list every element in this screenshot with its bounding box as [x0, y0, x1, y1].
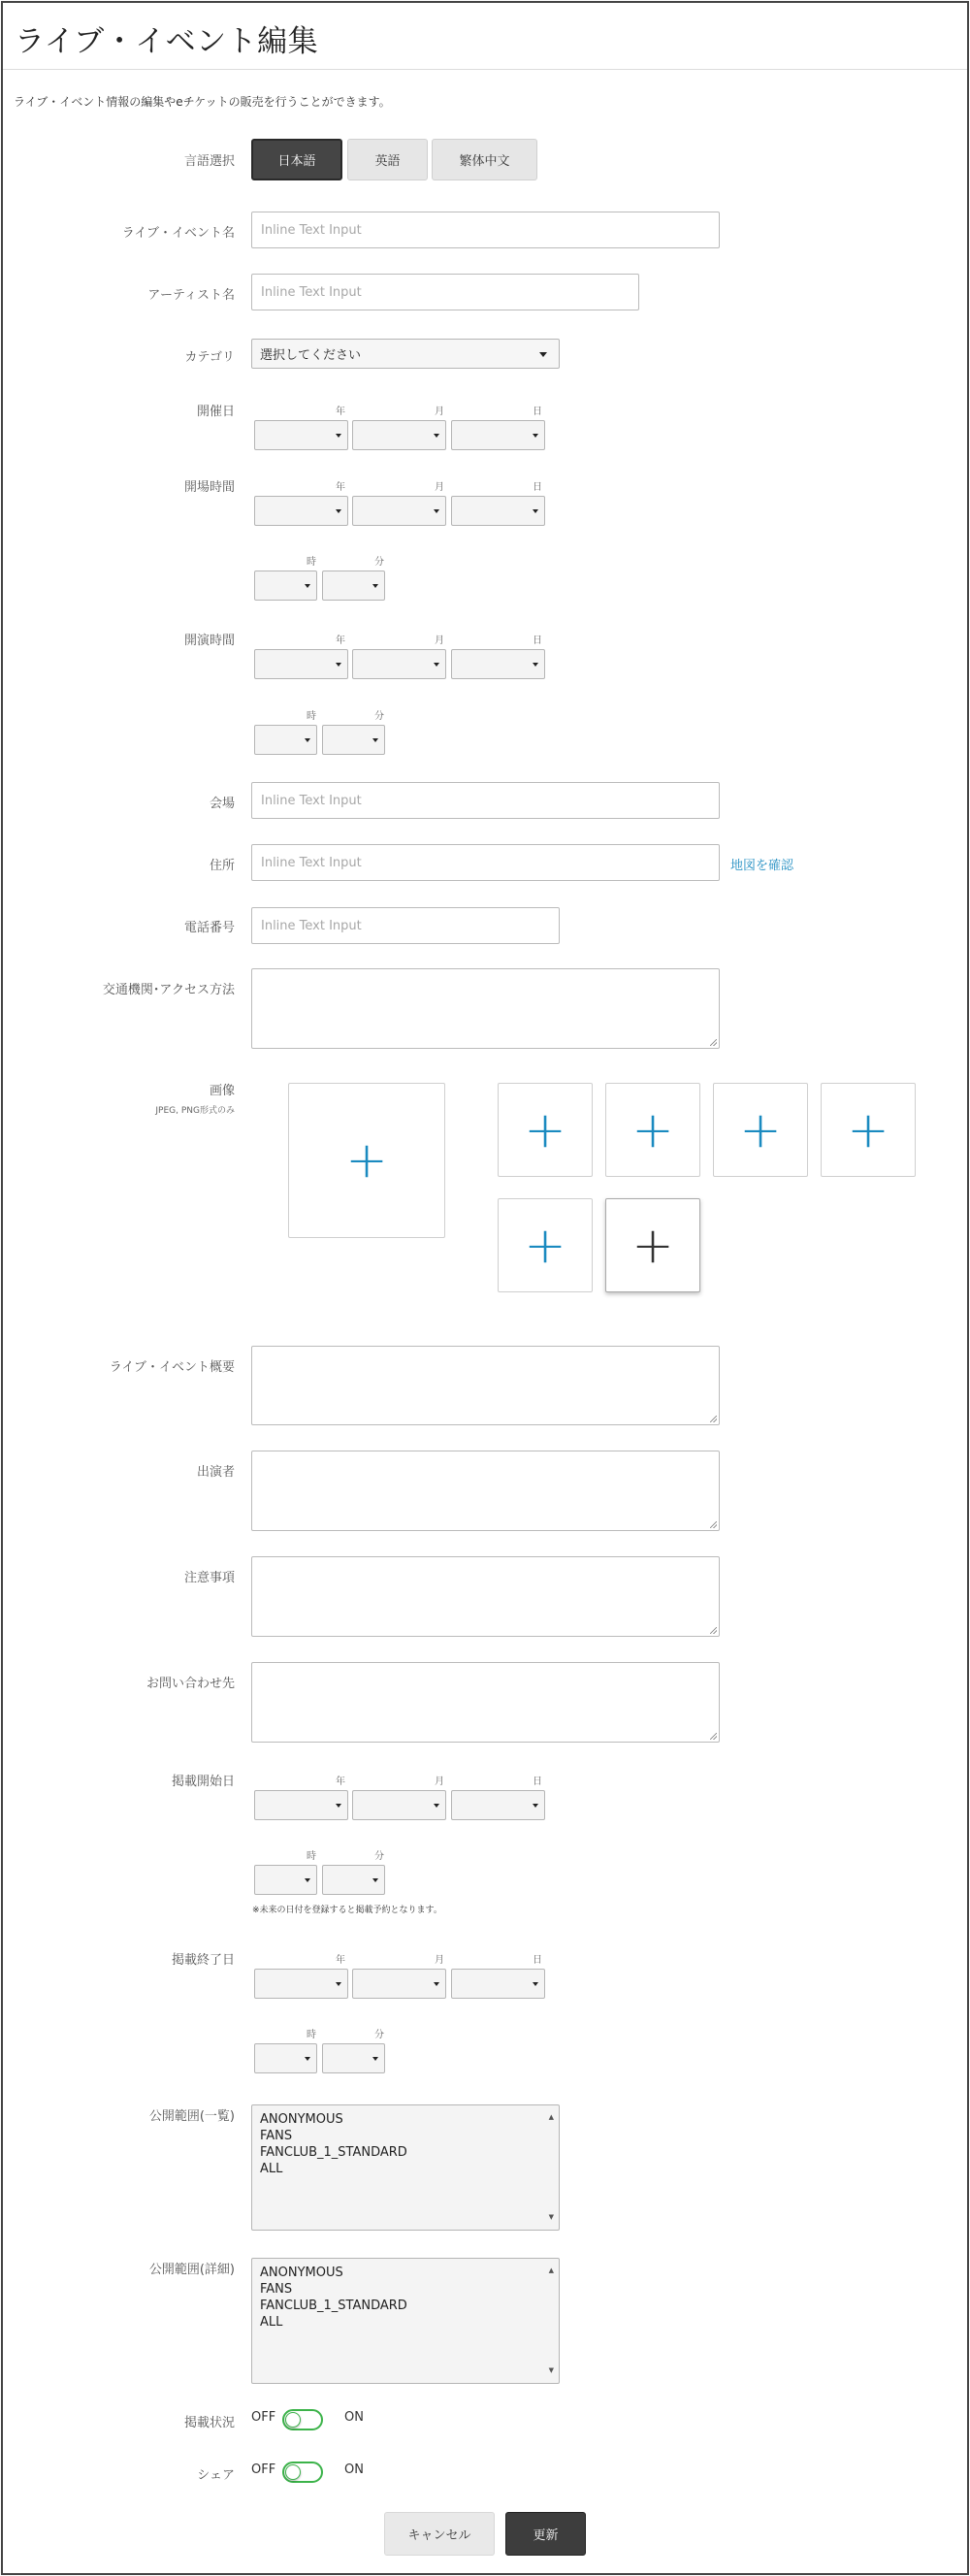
image-format-note: JPEG, PNG形式のみ: [155, 1106, 235, 1116]
plus-icon: +: [631, 1216, 674, 1275]
publish-start-month-unit: 月: [435, 1777, 444, 1787]
page-title: ライブ・イベント編集: [15, 24, 319, 59]
start-time-month-unit: 月: [435, 636, 444, 646]
event-date-label: 開催日: [196, 405, 235, 419]
contact-label: お問い合わせ先: [146, 1677, 235, 1691]
visibility-list-select[interactable]: [251, 2104, 560, 2231]
visibility-detail-option[interactable]: FANS: [260, 2282, 293, 2297]
status-off-text: OFF: [251, 2410, 276, 2425]
start-time-day-select[interactable]: [451, 649, 545, 679]
publish-end-day-unit: 日: [533, 1955, 542, 1966]
share-on-text: ON: [344, 2462, 364, 2477]
event-date-month-select[interactable]: [352, 420, 446, 450]
publish-start-minute-unit: 分: [374, 1851, 384, 1862]
open-time-year-select[interactable]: [254, 496, 348, 526]
venue-input[interactable]: Inline Text Input: [251, 782, 720, 819]
image-label: 画像: [209, 1084, 235, 1098]
summary-textarea[interactable]: [251, 1346, 720, 1425]
publish-start-year-unit: 年: [336, 1777, 345, 1787]
visibility-detail-option[interactable]: FANCLUB_1_STANDARD: [260, 2299, 407, 2313]
phone-label: 電話番号: [183, 921, 235, 935]
lang-english-button[interactable]: 英語: [347, 139, 428, 180]
publish-start-year-select[interactable]: [254, 1790, 348, 1820]
lang-traditional-chinese-button[interactable]: 繁体中文: [432, 139, 537, 180]
performers-textarea[interactable]: [251, 1451, 720, 1531]
map-link[interactable]: 地図を確認: [730, 859, 794, 873]
start-time-minute-unit: 分: [374, 711, 384, 722]
sub-image-add-button-5[interactable]: [498, 1198, 593, 1292]
page-description: ライブ・イベント情報の編集やeチケットの販売を行うことができます。: [14, 95, 391, 109]
publish-start-hour-select[interactable]: [254, 1865, 317, 1895]
lang-japanese-button[interactable]: 日本語: [251, 139, 342, 180]
page-frame: [1, 1, 969, 2575]
event-date-year-unit: 年: [336, 407, 345, 417]
publish-end-month-unit: 月: [435, 1955, 444, 1966]
update-button[interactable]: 更新: [505, 2512, 586, 2556]
open-time-month-unit: 月: [435, 482, 444, 493]
visibility-list-option[interactable]: ALL: [260, 2162, 283, 2176]
start-time-year-select[interactable]: [254, 649, 348, 679]
start-time-month-select[interactable]: [352, 649, 446, 679]
plus-icon: +: [847, 1100, 889, 1159]
visibility-detail-option[interactable]: ALL: [260, 2315, 283, 2330]
start-time-label: 開演時間: [183, 634, 235, 648]
status-label: 掲載状況: [183, 2416, 235, 2430]
open-time-day-unit: 日: [533, 482, 542, 493]
event-name-label: ライブ・イベント名: [121, 226, 235, 241]
contact-textarea[interactable]: [251, 1662, 720, 1743]
visibility-detail-option[interactable]: ANONYMOUS: [260, 2266, 343, 2280]
start-time-hour-select[interactable]: [254, 725, 317, 755]
open-time-hour-select[interactable]: [254, 571, 317, 601]
open-time-day-select[interactable]: [451, 496, 545, 526]
title-divider: [3, 69, 967, 70]
access-textarea[interactable]: [251, 968, 720, 1049]
event-date-year-select[interactable]: [254, 420, 348, 450]
event-date-day-unit: 日: [533, 407, 542, 417]
open-time-label: 開場時間: [183, 480, 235, 495]
event-date-month-unit: 月: [435, 407, 444, 417]
visibility-list-option[interactable]: FANS: [260, 2129, 293, 2143]
publish-end-year-unit: 年: [336, 1955, 345, 1966]
sub-image-add-button-1[interactable]: [498, 1083, 593, 1177]
publish-end-minute-unit: 分: [374, 2030, 384, 2040]
visibility-list-option[interactable]: ANONYMOUS: [260, 2112, 343, 2127]
plus-icon: +: [631, 1100, 674, 1159]
scroll-down-icon[interactable]: ▼: [548, 2213, 554, 2221]
venue-label: 会場: [209, 797, 235, 811]
start-time-minute-select[interactable]: [322, 725, 385, 755]
address-input[interactable]: Inline Text Input: [251, 844, 720, 881]
publish-start-label: 掲載開始日: [171, 1775, 235, 1789]
publish-start-day-unit: 日: [533, 1777, 542, 1787]
share-off-text: OFF: [251, 2462, 276, 2477]
phone-input[interactable]: Inline Text Input: [251, 907, 560, 944]
open-time-month-select[interactable]: [352, 496, 446, 526]
scroll-down-icon[interactable]: ▼: [548, 2366, 554, 2374]
open-time-minute-unit: 分: [374, 557, 384, 568]
visibility-detail-label: 公開範囲(詳細): [148, 2263, 235, 2277]
publish-start-minute-select[interactable]: [322, 1865, 385, 1895]
event-name-input[interactable]: Inline Text Input: [251, 212, 720, 248]
visibility-list-option[interactable]: FANCLUB_1_STANDARD: [260, 2145, 407, 2160]
summary-label: ライブ・イベント概要: [109, 1360, 235, 1375]
artist-name-input[interactable]: Inline Text Input: [251, 274, 639, 310]
sub-image-add-button-3[interactable]: [713, 1083, 808, 1177]
plus-icon: +: [739, 1100, 782, 1159]
visibility-list-label: 公開範囲(一覧): [148, 2109, 235, 2124]
publish-end-hour-unit: 時: [307, 2030, 316, 2040]
publish-end-minute-select[interactable]: [322, 2043, 385, 2073]
cancel-button[interactable]: キャンセル: [384, 2512, 495, 2556]
status-on-text: ON: [344, 2410, 364, 2425]
plus-icon: +: [345, 1131, 388, 1190]
toggle-knob: [285, 2412, 301, 2428]
notes-label: 注意事項: [183, 1571, 235, 1585]
address-label: 住所: [209, 859, 235, 873]
open-time-hour-unit: 時: [307, 557, 316, 568]
open-time-minute-select[interactable]: [322, 571, 385, 601]
status-toggle[interactable]: [282, 2409, 323, 2430]
publish-reservation-note: ※未来の日付を登録すると掲載予約となります。: [252, 1906, 442, 1915]
publish-end-month-select[interactable]: [352, 1969, 446, 1999]
sub-image-add-button-4[interactable]: [821, 1083, 916, 1177]
performers-label: 出演者: [196, 1465, 235, 1480]
artist-name-label: アーティスト名: [147, 288, 235, 303]
visibility-detail-select[interactable]: [251, 2258, 560, 2384]
start-time-hour-unit: 時: [307, 711, 316, 722]
share-label: シェア: [197, 2468, 235, 2483]
event-date-day-select[interactable]: [451, 420, 545, 450]
open-time-year-unit: 年: [336, 482, 345, 493]
publish-start-day-select[interactable]: [451, 1790, 545, 1820]
main-image-add-button[interactable]: [288, 1083, 445, 1238]
share-toggle[interactable]: [282, 2462, 323, 2483]
publish-end-year-select[interactable]: [254, 1969, 348, 1999]
publish-start-month-select[interactable]: [352, 1790, 446, 1820]
notes-textarea[interactable]: [251, 1556, 720, 1637]
scroll-up-icon[interactable]: ▲: [548, 2266, 554, 2274]
publish-end-hour-select[interactable]: [254, 2043, 317, 2073]
category-label: カテゴリ: [184, 350, 235, 365]
publish-end-day-select[interactable]: [451, 1969, 545, 1999]
access-label: 交通機関･アクセス方法: [102, 983, 235, 997]
publish-start-hour-unit: 時: [307, 1851, 316, 1862]
publish-end-label: 掲載終了日: [171, 1953, 235, 1968]
scroll-up-icon[interactable]: ▲: [548, 2113, 554, 2121]
plus-icon: +: [524, 1100, 566, 1159]
toggle-knob: [285, 2464, 301, 2480]
plus-icon: +: [524, 1216, 566, 1275]
start-time-year-unit: 年: [336, 636, 345, 646]
category-select[interactable]: 選択してください: [251, 339, 560, 369]
sub-image-add-button-6[interactable]: [605, 1198, 700, 1292]
language-label: 言語選択: [183, 154, 235, 169]
start-time-day-unit: 日: [533, 636, 542, 646]
sub-image-add-button-2[interactable]: [605, 1083, 700, 1177]
